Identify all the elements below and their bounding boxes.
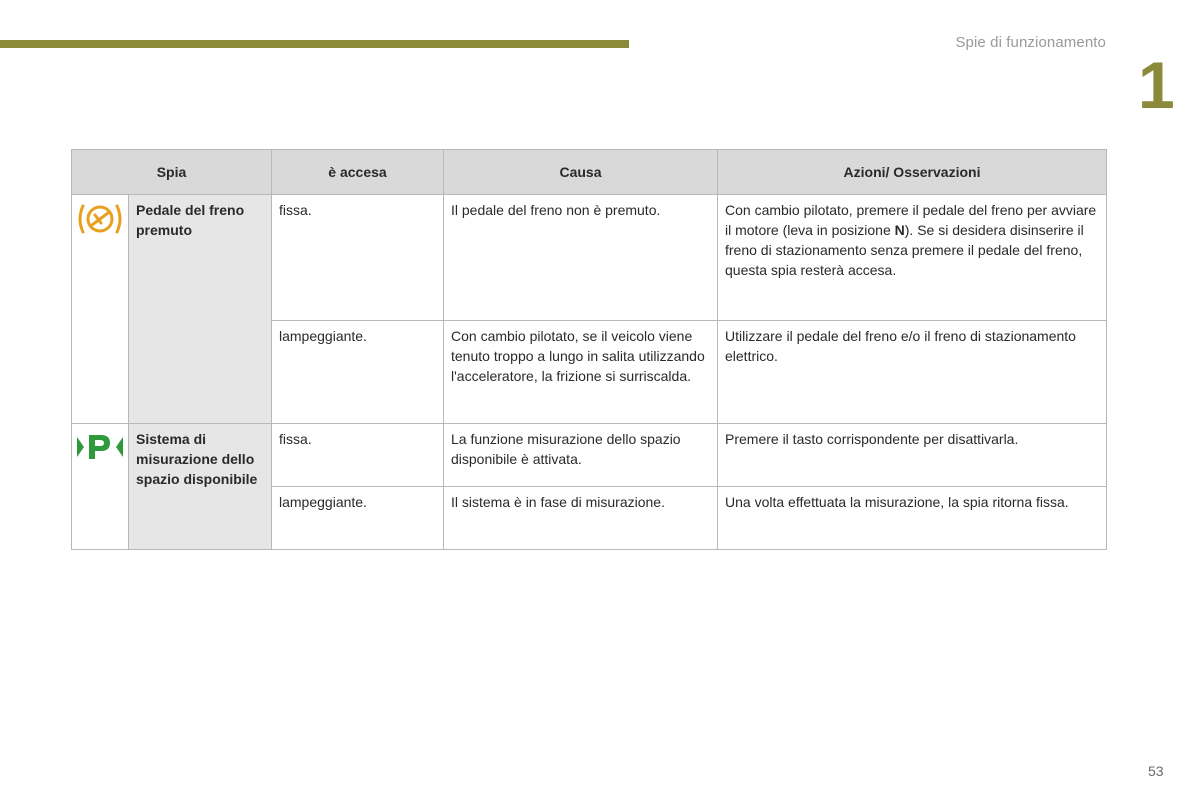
state-cell — [272, 424, 444, 487]
indicator-name-cell — [129, 424, 272, 550]
table-header-row — [72, 150, 1107, 195]
state-text: fissa. — [279, 431, 312, 447]
brake-pedal-warning-icon — [75, 202, 125, 241]
state-text: lampeggiante. — [279, 328, 367, 344]
page-number: 53 — [1148, 763, 1164, 779]
column-header-causa: Causa — [444, 150, 718, 195]
indicator-name: Pedale del freno premuto — [136, 202, 245, 238]
action-text: Utilizzare il pedale del freno e/o il freno di stazionamento elettrico. — [725, 328, 1076, 364]
state-text: fissa. — [279, 202, 312, 218]
cause-text: La funzione misurazione dello spazio disponibile è attivata. — [451, 431, 681, 467]
action-cell — [718, 487, 1107, 550]
column-header-spia: Spia — [72, 150, 272, 195]
indicator-icon-cell — [72, 424, 129, 550]
state-cell — [272, 195, 444, 321]
parking-space-measurement-icon — [75, 431, 125, 468]
cause-text: Il pedale del freno non è premuto. — [451, 202, 661, 218]
cause-text: Il sistema è in fase di misurazione. — [451, 494, 665, 510]
action-cell — [718, 195, 1107, 321]
gear-position-label: N — [894, 222, 905, 238]
indicator-icon-cell — [72, 195, 129, 424]
action-cell — [718, 424, 1107, 487]
column-header-azioni: Azioni/ Osservazioni — [718, 150, 1107, 195]
action-text-part: ). Se si desidera disinserire il freno di stazionamento senza premere il pedale del freno, questa spia resterà accesa. — [725, 222, 1084, 278]
cause-cell — [444, 424, 718, 487]
warning-lights-table — [71, 149, 1107, 550]
table-row — [72, 195, 1107, 321]
header-accent-bar — [0, 40, 629, 48]
action-text: Una volta effettuata la misurazione, la spia ritorna fissa. — [725, 494, 1069, 510]
action-text: Premere il tasto corrispondente per disattivarla. — [725, 431, 1019, 447]
indicator-name: Sistema di misurazione dello spazio disponibile — [136, 431, 258, 487]
action-cell — [718, 321, 1107, 424]
cause-cell — [444, 195, 718, 321]
cause-cell — [444, 321, 718, 424]
action-text-part: Con cambio pilotato, premere il pedale del freno per avviare il motore (leva in posizione — [725, 202, 1097, 238]
section-title: Spie di funzionamento — [955, 34, 1106, 51]
cause-text: Con cambio pilotato, se il veicolo viene tenuto troppo a lungo in salita utilizzando l'acceleratore, la frizione si surriscalda. — [451, 328, 705, 384]
state-text: lampeggiante. — [279, 494, 367, 510]
state-cell — [272, 321, 444, 424]
action-text — [718, 195, 1106, 286]
chapter-number: 1 — [1138, 48, 1175, 122]
state-cell — [272, 487, 444, 550]
column-header-accesa: è accesa — [272, 150, 444, 195]
table-row — [72, 424, 1107, 487]
indicator-name-cell — [129, 195, 272, 424]
cause-cell — [444, 487, 718, 550]
